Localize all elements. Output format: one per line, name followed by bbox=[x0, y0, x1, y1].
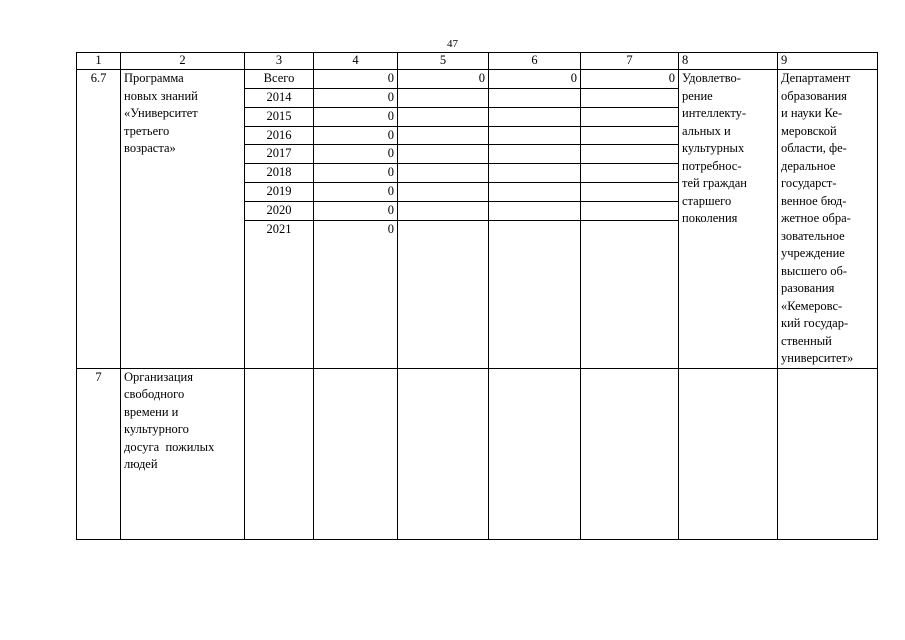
value-cell bbox=[398, 145, 489, 164]
row-number: 6.7 bbox=[77, 70, 121, 369]
text-line: государст- bbox=[781, 176, 837, 190]
year-cell: 2014 bbox=[245, 88, 314, 107]
text-line: рение bbox=[682, 88, 713, 103]
text-line: Удовлетво- bbox=[682, 71, 741, 85]
text-line: новых знаний bbox=[124, 88, 198, 103]
empty-cell bbox=[245, 368, 314, 539]
table-row bbox=[77, 70, 878, 89]
header-cell: 6 bbox=[489, 53, 581, 70]
value-cell bbox=[398, 88, 489, 107]
text-line: образования bbox=[781, 88, 847, 103]
year-cell: 2018 bbox=[245, 164, 314, 183]
value-cell bbox=[398, 126, 489, 145]
text-line: университет» bbox=[781, 351, 854, 365]
text-line: высшего об- bbox=[781, 263, 847, 278]
header-cell: 1 bbox=[77, 53, 121, 70]
text-line: разования bbox=[781, 281, 835, 295]
value-cell: 0 bbox=[314, 220, 398, 368]
value-cell: 0 bbox=[314, 183, 398, 202]
year-cell: Всего bbox=[245, 70, 314, 89]
year-cell: 2017 bbox=[245, 145, 314, 164]
empty-cell bbox=[581, 368, 679, 539]
value-cell bbox=[581, 183, 679, 202]
header-cell: 8 bbox=[679, 53, 778, 70]
year-cell: 2019 bbox=[245, 183, 314, 202]
table-row bbox=[77, 368, 878, 539]
text-line: поколения bbox=[682, 211, 738, 225]
text-line: меровской bbox=[781, 123, 837, 138]
text-line: альных и bbox=[682, 123, 731, 138]
text-line: третьего bbox=[124, 123, 170, 138]
text-line: культурных bbox=[682, 141, 745, 155]
value-cell: 0 bbox=[314, 107, 398, 126]
value-cell bbox=[581, 145, 679, 164]
year-cell: 2021 bbox=[245, 220, 314, 368]
value-cell bbox=[398, 201, 489, 220]
value-cell bbox=[581, 201, 679, 220]
text-line: Программа bbox=[124, 71, 184, 85]
text-line: деральное bbox=[781, 158, 836, 173]
empty-cell bbox=[314, 368, 398, 539]
value-cell: 0 bbox=[581, 70, 679, 89]
measure-name bbox=[121, 70, 245, 369]
text-line: времени и bbox=[124, 404, 179, 419]
text-line: людей bbox=[124, 457, 158, 471]
value-cell bbox=[581, 220, 679, 368]
value-cell bbox=[581, 126, 679, 145]
value-cell bbox=[489, 220, 581, 368]
header-cell: 2 bbox=[121, 53, 245, 70]
text-line: области, фе- bbox=[781, 141, 847, 155]
value-cell bbox=[581, 107, 679, 126]
value-cell bbox=[398, 107, 489, 126]
text-line: «Кемеровс- bbox=[781, 298, 843, 313]
header-cell: 3 bbox=[245, 53, 314, 70]
value-cell bbox=[489, 145, 581, 164]
executor bbox=[778, 70, 878, 369]
value-cell: 0 bbox=[314, 145, 398, 164]
text-line: ственный bbox=[781, 333, 832, 348]
text-line: венное бюд- bbox=[781, 193, 847, 208]
value-cell: 0 bbox=[314, 70, 398, 89]
text-line: Организация bbox=[124, 369, 193, 384]
header-cell: 7 bbox=[581, 53, 679, 70]
year-cell: 2015 bbox=[245, 107, 314, 126]
value-cell: 0 bbox=[314, 88, 398, 107]
header-row bbox=[77, 53, 878, 70]
header-cell: 4 bbox=[314, 53, 398, 70]
value-cell: 0 bbox=[314, 126, 398, 145]
header-cell: 9 bbox=[778, 53, 878, 70]
value-cell bbox=[489, 164, 581, 183]
text-line: тей граждан bbox=[682, 176, 747, 190]
text-line: и науки Ке- bbox=[781, 106, 843, 120]
measure-name bbox=[121, 368, 245, 539]
text-line: кий государ- bbox=[781, 316, 849, 330]
page-number: 47 bbox=[447, 38, 458, 50]
text-line: учреждение bbox=[781, 246, 845, 260]
value-cell bbox=[581, 164, 679, 183]
value-cell bbox=[398, 220, 489, 368]
value-cell: 0 bbox=[314, 201, 398, 220]
text-line: возраста» bbox=[124, 141, 176, 155]
empty-cell bbox=[489, 368, 581, 539]
empty-cell bbox=[398, 368, 489, 539]
text-line: зовательное bbox=[781, 228, 845, 243]
text-line: потребнос- bbox=[682, 158, 742, 173]
year-cell: 2020 bbox=[245, 201, 314, 220]
value-cell: 0 bbox=[398, 70, 489, 89]
empty-cell bbox=[679, 368, 778, 539]
expected-result bbox=[679, 70, 778, 369]
text-line: Департамент bbox=[781, 71, 851, 85]
text-line: «Университет bbox=[124, 106, 198, 120]
value-cell: 0 bbox=[489, 70, 581, 89]
program-table bbox=[76, 52, 878, 540]
value-cell bbox=[489, 107, 581, 126]
year-cell: 2016 bbox=[245, 126, 314, 145]
value-cell bbox=[581, 88, 679, 107]
text-line: свободного bbox=[124, 387, 185, 401]
row-number: 7 bbox=[77, 368, 121, 539]
value-cell bbox=[489, 183, 581, 202]
empty-cell bbox=[778, 368, 878, 539]
value-cell bbox=[489, 88, 581, 107]
value-cell bbox=[489, 126, 581, 145]
header-cell: 5 bbox=[398, 53, 489, 70]
text-line: интеллекту- bbox=[682, 106, 747, 120]
value-cell: 0 bbox=[314, 164, 398, 183]
value-cell bbox=[398, 164, 489, 183]
value-cell bbox=[398, 183, 489, 202]
value-cell bbox=[489, 201, 581, 220]
text-line: культурного bbox=[124, 422, 189, 436]
text-line: старшего bbox=[682, 193, 732, 208]
text-line: досуга пожилых bbox=[124, 439, 215, 454]
text-line: жетное обра- bbox=[781, 211, 851, 225]
